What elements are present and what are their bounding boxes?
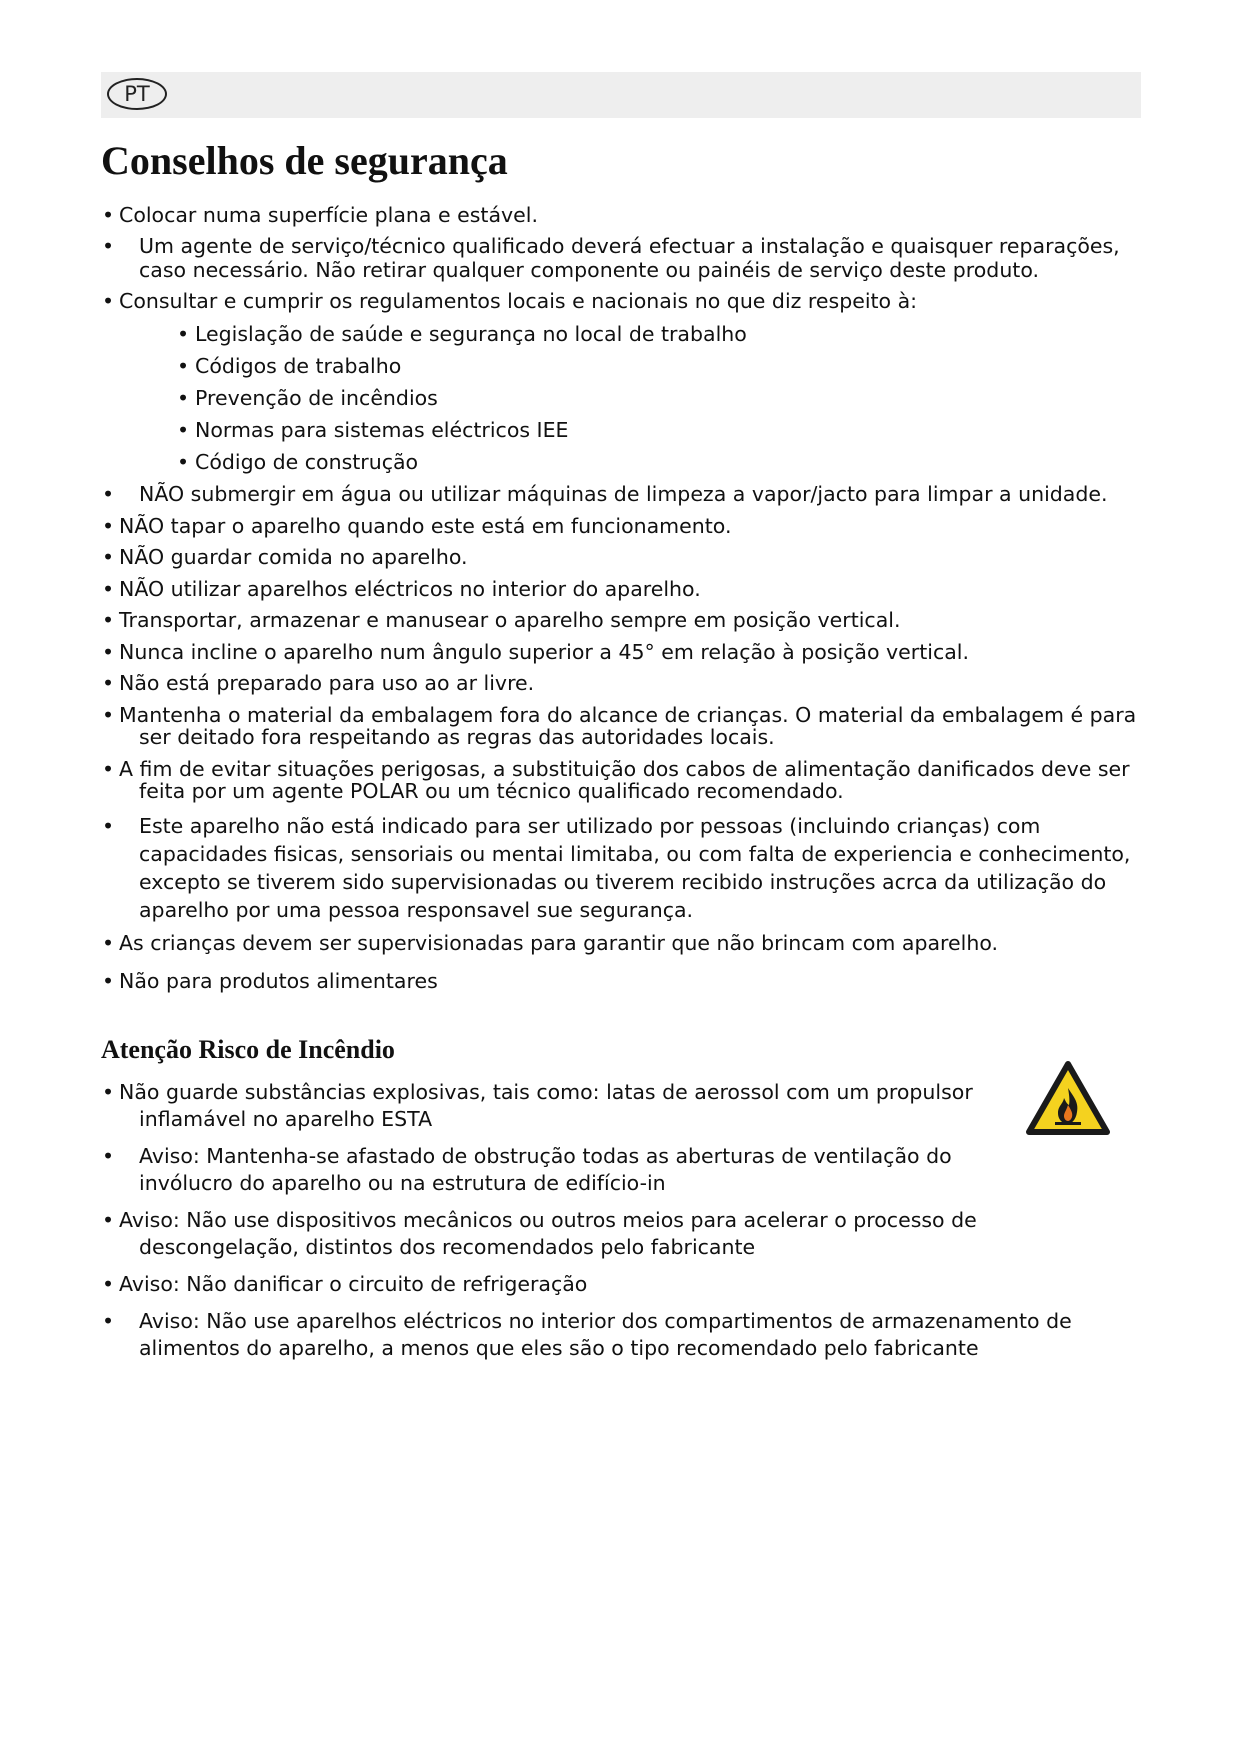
list-item: • Nunca incline o aparelho num ângulo superior a 45° em relação à posição vertical. (102, 640, 969, 664)
list-item: • As crianças devem ser supervisionadas para garantir que não brincam com aparelho. (102, 931, 999, 955)
list-item: • Aviso: Mantenha-se afastado de obstrução todas as aberturas de ventilação do invólucro do aparelho ou na estrutura de edifício-in (102, 1144, 952, 1195)
page-title: Conselhos de segurança (101, 138, 508, 183)
list-item: • Mantenha o material da embalagem fora do alcance de crianças. O material da embalagem é para ser deitado fora respeitando as regras das autoridades locais. (102, 703, 1137, 749)
list-item: • Não está preparado para uso ao ar livre. (102, 671, 535, 695)
language-header-bar (101, 72, 1141, 118)
list-item: • Aviso: Não use dispositivos mecânicos ou outros meios para acelerar o processo de descongelação, distintos dos recomendados pelo fabricante (102, 1208, 977, 1259)
sub-list-item: • Normas para sistemas eléctricos IEE (177, 418, 569, 442)
list-item: • Aviso: Não use aparelhos eléctricos no interior dos compartimentos de armazenamento de alimentos do aparelho, a menos que eles são o tipo recomendado pelo fabricante (102, 1309, 1072, 1360)
list-item: • Um agente de serviço/técnico qualificado deverá efectuar a instalação e quaisquer reparações, caso necessário. Não retirar qualquer componente ou painéis de serviço deste produto. (102, 234, 1120, 282)
language-badge: PT (107, 78, 167, 110)
list-item: • NÃO submergir em água ou utilizar máquinas de limpeza a vapor/jacto para limpar a unidade. (102, 482, 1108, 506)
list-item: • NÃO utilizar aparelhos eléctricos no interior do aparelho. (102, 577, 701, 601)
sub-list-item: • Códigos de trabalho (177, 354, 402, 378)
safety-list (102, 203, 1142, 993)
fire-warning-list (102, 1079, 1142, 1362)
list-item: • NÃO guardar comida no aparelho. (102, 545, 468, 569)
list-item: • Transportar, armazenar e manusear o aparelho sempre em posição vertical. (102, 608, 901, 632)
list-item: • Este aparelho não está indicado para ser utilizado por pessoas (incluindo crianças) com capacidades fisicas, sensoriais ou mentai limitaba, ou com falta de experiencia e conhecimento, excepto se tiverem sido supervisionadas ou tiverem recibido instruções acrca da utilização do aparelho por uma pessoa responsavel sue segurança. (102, 814, 1131, 922)
fire-warning-heading: Atenção Risco de Incêndio (101, 1035, 395, 1064)
list-item: • Consultar e cumprir os regulamentos locais e nacionais no que diz respeito à: (102, 289, 918, 313)
list-item: • Colocar numa superfície plana e estável. (102, 203, 538, 227)
sub-list-item: • Legislação de saúde e segurança no local de trabalho (177, 322, 747, 346)
list-item: • NÃO tapar o aparelho quando este está em funcionamento. (102, 514, 732, 538)
list-item: • Não guarde substâncias explosivas, tais como: latas de aerossol com um propulsor inflamável no aparelho ESTA (102, 1080, 973, 1131)
list-item: • A fim de evitar situações perigosas, a substituição dos cabos de alimentação danificados deve ser feita por um agente POLAR ou um técnico qualificado recomendado. (102, 757, 1130, 803)
sub-list-item: • Código de construção (177, 450, 419, 474)
list-item: • Não para produtos alimentares (102, 969, 438, 993)
list-item: • Aviso: Não danificar o circuito de refrigeração (102, 1272, 588, 1296)
sub-list-item: • Prevenção de incêndios (177, 386, 438, 410)
